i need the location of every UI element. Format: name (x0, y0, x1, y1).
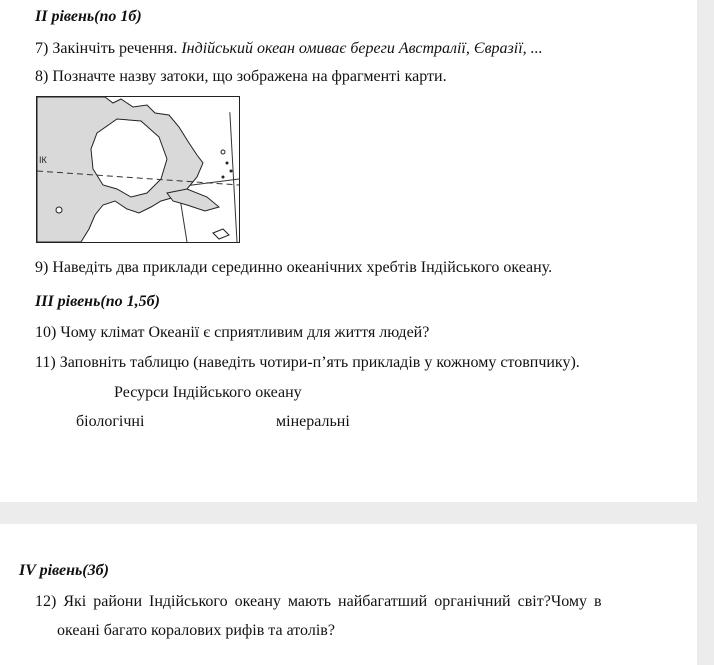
map-label: ІК (39, 155, 47, 165)
table-column-mineral: мінеральні (276, 413, 350, 430)
table-column-biological: біологічні (76, 413, 145, 430)
question-12-line-1: 12) Які райони Індійського океану мають найбагатший органічний світ?Чому в (35, 593, 602, 610)
map-island (230, 170, 233, 173)
map-island (221, 150, 225, 154)
map-island (56, 207, 62, 213)
question-9: 9) Наведіть два приклади серединно океанічних хребтів Індійського океану. (35, 259, 553, 276)
level-2-heading: II рівень(по 1б) (35, 8, 142, 25)
question-10: 10) Чому клімат Океанії є сприятливим для життя людей? (35, 324, 430, 341)
question-7-sentence: Індійський океан омиває береги Австралії, Євразії, ... (181, 40, 543, 57)
map-island (213, 229, 229, 239)
map-drawing (37, 97, 239, 242)
table-title: Ресурси Індійського океану (114, 384, 302, 401)
level-3-heading: ІІІ рівень(по 1,5б) (35, 293, 160, 310)
question-11: 11) Заповніть таблицю (наведіть чотири-п’ять прикладів у кожному стовпчику). (35, 354, 580, 371)
map-island (222, 176, 225, 179)
map-island (226, 162, 229, 165)
map-gridline (229, 97, 237, 242)
question-12-line-2: океані багато коралових рифів та атолів? (57, 622, 335, 639)
level-4-heading: IV рівень(3б) (19, 562, 109, 579)
question-7-text: 7) Закінчіть речення. (35, 40, 182, 57)
map-island (167, 189, 219, 211)
question-7 (35, 39, 543, 59)
worksheet-page-2 (0, 524, 697, 665)
question-8: 8) Позначте назву затоки, що зображена на фрагменті карти. (35, 68, 447, 85)
gulf-map-fragment (36, 96, 240, 243)
